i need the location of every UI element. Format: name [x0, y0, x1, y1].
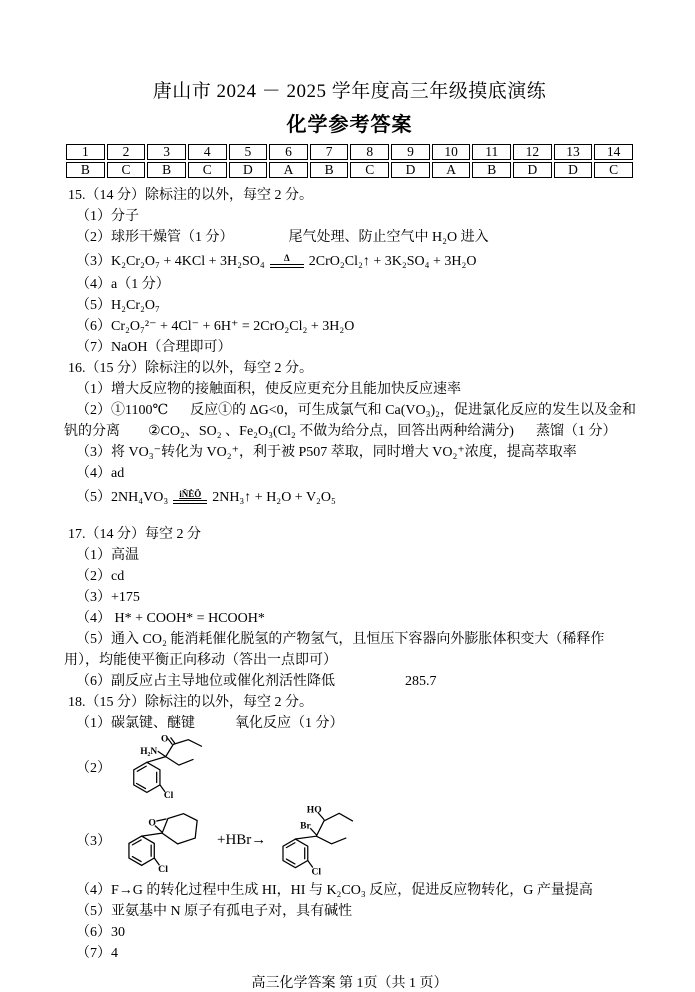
q18-answer-3-structure-row	[76, 800, 635, 880]
page-subtitle: 化学参考答案	[286, 114, 413, 136]
answer-number-cell: 14	[594, 144, 633, 160]
structure-epoxide-reactant	[115, 802, 215, 878]
q16-answer-3: （3）将 VO₃⁻转化为 VO₂⁺，利于被 P507 萃取，同时增大 VO₂⁺浓度，提高萃取率	[76, 445, 577, 460]
q18-answer-6: （6）30	[76, 925, 125, 940]
answer-letter-cell: B	[310, 162, 349, 178]
q18-answer-5: （5）亚氨基中 N 原子有孤电子对，具有碱性	[76, 904, 353, 919]
chlorine-label: Cl	[163, 791, 174, 800]
q18-answer-3-label: （3）	[76, 834, 111, 849]
answer-letter-cell: C	[188, 162, 227, 178]
answer-letter-cell: D	[554, 162, 593, 178]
answer-letter-cell: D	[391, 162, 430, 178]
answer-number-cell: 7	[310, 144, 349, 160]
q17-answer-1: （1）高温	[76, 548, 139, 563]
answer-number-cell: 4	[188, 144, 227, 160]
q17-heading: 17.（14 分）每空 2 分	[68, 527, 201, 542]
q15-answer-2	[76, 227, 635, 248]
answer-letter-cell: D	[513, 162, 552, 178]
q17-answer-2: （2）cd	[76, 569, 125, 584]
answer-letter-cell: B	[147, 162, 186, 178]
hydroxyl-label: HO	[307, 805, 322, 816]
q17-answer-3: （3）+175	[76, 590, 140, 605]
q16-heading: 16.（15 分）除标注的以外，每空 2 分。	[68, 361, 313, 376]
q17-answer-5-line1: （5）通入 CO₂ 能消耗催化脱氢的产物氢气，且恒压下容器向外膨胀体积变大（稀释作	[76, 632, 605, 647]
reaction-condition-mark	[270, 254, 304, 269]
q18-answer-1-blank1: （1）碳氯键、醚键	[76, 716, 195, 731]
q16-answer-2-line1	[76, 400, 635, 421]
q17-answer-6	[76, 671, 635, 692]
q16-answer-2-blank3: ②CO₂、SO₂ 、Fe₂O₃(Cl₂ 不做为给分点，回答出两种给满分)	[148, 424, 514, 439]
q15-answer-5: （5）H₂Cr₂O₇	[76, 298, 160, 313]
answer-letter-cell: C	[594, 162, 633, 178]
q15-answer-2-blank2: 尾气处理、防止空气中 H₂O 进入	[288, 230, 489, 245]
q18-answer-1	[76, 713, 635, 734]
q15-answer-3-equation	[76, 248, 635, 274]
q18-answer-2-structure-row	[76, 734, 635, 800]
chlorine-label: Cl	[311, 867, 322, 878]
answer-letter-cell: A	[269, 162, 308, 178]
bromine-label: Br	[300, 821, 312, 832]
page-title: 唐山市 2024 － 2025 学年度高三年级摸底演练	[152, 81, 547, 102]
answer-number-cell: 13	[554, 144, 593, 160]
condition-text: iŇĖÖ	[179, 488, 202, 499]
q17-answer-6-blank2: 285.7	[405, 674, 437, 689]
q15-heading: 15.（14 分）除标注的以外，每空 2 分。	[68, 188, 313, 203]
q18-answer-4: （4）F→G 的转化过程中生成 HI，HI 与 K₂CO₃ 反应，促进反应物转化，G 产量提高	[76, 883, 593, 898]
double-bar-icon	[173, 500, 207, 505]
double-bar-icon	[270, 264, 304, 269]
q18-answer-2-label: （2）	[76, 761, 111, 776]
equation-products: 2CrO₂Cl₂↑ + 3K₂SO₄ + 3H₂O	[308, 253, 477, 269]
delta-condition: Δ	[283, 252, 290, 263]
epoxide-oxygen-label: O	[148, 817, 157, 829]
amine-label: H₂N	[140, 746, 158, 757]
answer-letter-cell: A	[432, 162, 471, 178]
answer-number-cell: 6	[269, 144, 308, 160]
q16-answer-4: （4）ad	[76, 466, 125, 481]
plus-hbr-arrow: +HBr→	[217, 831, 267, 848]
q15-answer-4: （4）a（1 分）	[76, 277, 170, 292]
reaction-condition-mark	[173, 490, 207, 505]
q15-answer-2-blank1: （2）球形干燥管（1 分）	[76, 230, 234, 245]
answer-table	[64, 142, 635, 180]
equation-reactants: （5）2NH₄VO₃	[76, 489, 169, 505]
answer-letter-cell: C	[350, 162, 389, 178]
q15-answer-1: （1）分子	[76, 209, 139, 224]
q16-answer-2-blank2-cont: 钒的分离	[64, 424, 120, 439]
q16-answer-5-equation	[76, 484, 635, 510]
answer-number-cell: 9	[391, 144, 430, 160]
q16-answer-2-blank2: 反应①的 ΔG<0，可生成氯气和 Ca(VO₃)₂，促进氯化反应的发生以及金和	[190, 403, 637, 418]
q17-answer-5-line2: 用），均能使平衡正向移动（答出一点即可）	[64, 653, 337, 668]
answer-number-cell: 8	[350, 144, 389, 160]
equation-reactants: （3）K₂Cr₂O₇ + 4KCl + 3H₂SO₄	[76, 253, 265, 269]
q18-answer-1-blank2: 氧化反应（1 分）	[235, 716, 344, 731]
answer-number-cell: 12	[513, 144, 552, 160]
page-footer: 高三化学答案 第 1页（共 1 页）	[251, 976, 448, 991]
q15-answer-6: （6）Cr₂O₇²⁻ + 4Cl⁻ + 6H⁺ = 2CrO₂Cl₂ + 3H₂O	[76, 319, 355, 334]
q16-answer-2-line2	[64, 421, 635, 442]
q16-answer-2-blank1: （2）①1100℃	[76, 403, 169, 418]
answer-letter-cell: B	[66, 162, 105, 178]
answer-number-cell: 5	[229, 144, 268, 160]
answer-number-cell: 3	[147, 144, 186, 160]
structure-bromo-alcohol-product	[268, 800, 378, 880]
answer-letter-cell: C	[107, 162, 146, 178]
q18-answer-7: （7）4	[76, 946, 118, 961]
q16-answer-1: （1）增大反应物的接触面积，使反应更充分且能加快反应速率	[76, 382, 461, 397]
answer-letter-cell: D	[229, 162, 268, 178]
q17-answer-4: （4） H* + COOH* = HCOOH*	[76, 611, 265, 626]
answer-number-cell: 2	[107, 144, 146, 160]
q17-answer-6-blank1: （6）副反应占主导地位或催化剂活性降低	[76, 674, 335, 689]
q15-answer-7: （7）NaOH（合理即可）	[76, 340, 232, 355]
oxygen-label: O	[161, 734, 169, 745]
answer-letter-cell: B	[472, 162, 511, 178]
answer-number-row	[66, 144, 633, 160]
answer-number-cell: 10	[432, 144, 471, 160]
structure-ketone-amine	[115, 734, 240, 800]
answer-number-cell: 1	[66, 144, 105, 160]
equation-products: 2NH₃↑ + H₂O + V₂O₅	[212, 489, 336, 505]
answer-letter-row	[66, 162, 633, 178]
answer-number-cell: 11	[472, 144, 511, 160]
chlorine-label: Cl	[158, 864, 168, 876]
q16-answer-2-blank4: 蒸馏（1 分）	[535, 424, 617, 439]
q18-heading: 18.（15 分）除标注的以外，每空 2 分。	[68, 695, 313, 710]
